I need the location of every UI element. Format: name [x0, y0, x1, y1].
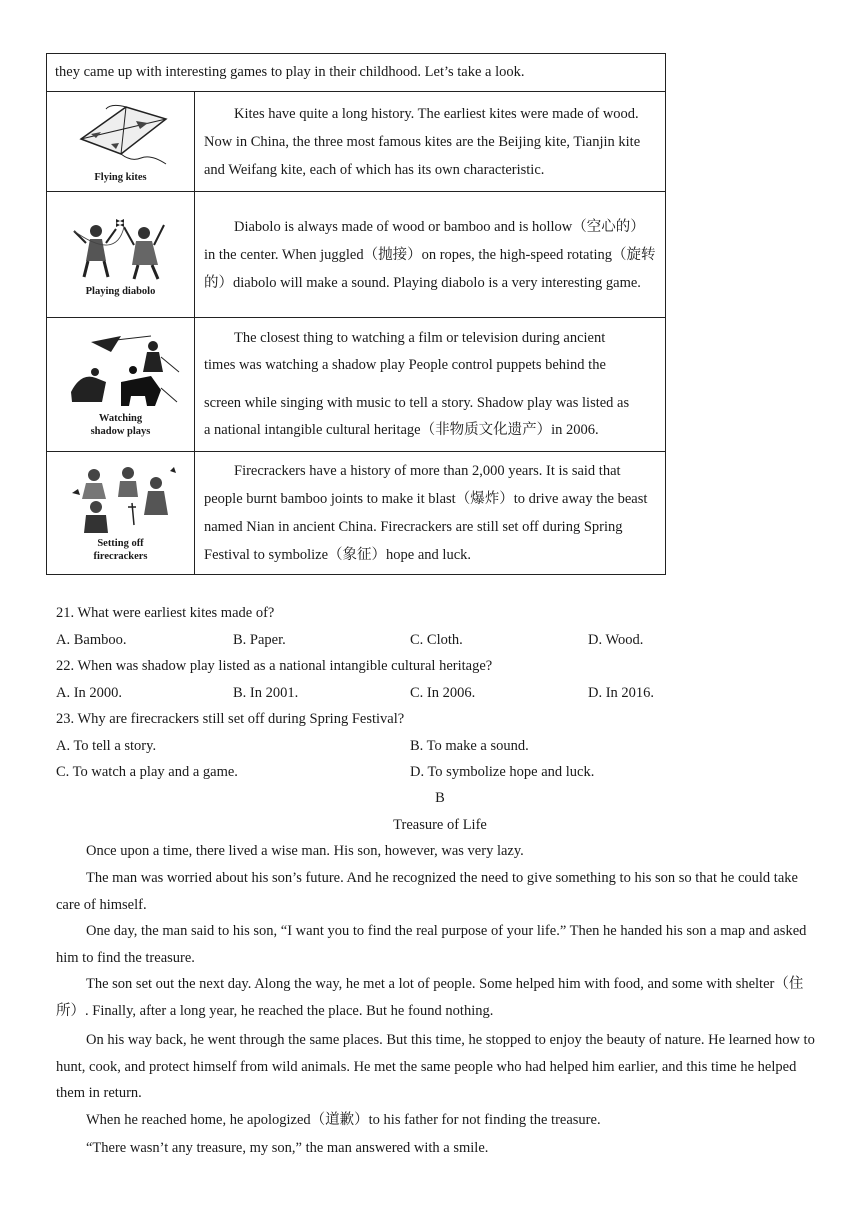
shadow-puppets-icon	[61, 332, 181, 410]
table-intro: they came up with interesting games to play in their childhood. Let’s take a look.	[47, 54, 666, 92]
diabolo-caption: Playing diabolo	[85, 286, 156, 297]
kite-text: Kites have quite a long history. The earliest kites were made of wood. Now in China, the three most famous kites are the Beijing kite, Tianjin kite and Weifang kite, each of which has its own characteristic.	[195, 92, 666, 192]
passage-paragraph: Once upon a time, there lived a wise man. His son, however, was very lazy.	[86, 843, 524, 859]
question-21-option-c[interactable]: C. Cloth.	[410, 632, 463, 648]
shadow-play-caption: Watching shadow plays	[90, 412, 151, 437]
kite-illustration-cell	[47, 92, 195, 192]
passage-paragraph: The son set out the next day. Along the way, he met a lot of people. Some helped him with food, and some with shelter（住所）. Finally, after a long year, he reached the place. But he found nothing.	[56, 976, 804, 1019]
shadow-play-text: The closest thing to watching a film or television during ancient times was watching a shadow play People control puppets behind the screen while singing with music to tell a story. Shadow play was listed as a national intangible cultural heritage（非物质文化遗产）in 2006.	[195, 318, 666, 452]
kite-caption: Flying kites	[94, 172, 147, 183]
passage-title: Treasure of Life	[393, 817, 487, 833]
passage-paragraph: The man was worried about his son’s future. And he recognized the need to give something to his son so that he could take care of himself.	[56, 870, 798, 913]
question-21-option-d[interactable]: D. Wood.	[588, 632, 644, 648]
kite-icon	[66, 99, 176, 169]
diabolo-illustration-cell	[47, 192, 195, 318]
firecracker-people-icon	[66, 463, 176, 535]
question-23-option-c[interactable]: C. To watch a play and a game.	[56, 764, 238, 780]
firecracker-caption: Setting off firecrackers	[93, 538, 148, 562]
table-row	[47, 92, 666, 192]
question-23-option-d[interactable]: D. To symbolize hope and luck.	[410, 764, 595, 780]
section-letter: B	[435, 790, 445, 806]
question-23-stem: 23. Why are firecrackers still set off during Spring Festival?	[56, 711, 405, 727]
passage-paragraph: On his way back, he went through the same places. But this time, he stopped to enjoy the beauty of nature. He learned how to hunt, cook, and protect himself from wild animals. He met the same people who had helped him earlier, and this time he helped them in return.	[56, 1032, 815, 1101]
question-22-option-a[interactable]: A. In 2000.	[56, 685, 123, 701]
question-22-option-c[interactable]: C. In 2006.	[410, 685, 476, 701]
diabolo-players-icon	[66, 211, 176, 283]
table-row	[47, 318, 666, 452]
question-23-option-b[interactable]: B. To make a sound.	[410, 738, 529, 754]
table-row	[47, 192, 666, 318]
question-21-option-b[interactable]: B. Paper.	[233, 632, 286, 648]
firecracker-illustration-cell	[47, 452, 195, 575]
passage-paragraph: “There wasn’t any treasure, my son,” the man answered with a smile.	[86, 1140, 489, 1156]
question-22-option-d[interactable]: D. In 2016.	[588, 685, 655, 701]
table-row	[47, 452, 666, 575]
diabolo-text: Diabolo is always made of wood or bamboo and is hollow（空心的）in the center. When juggled（抛接）on ropes, the high-speed rotating（旋转的）diabolo will make a sound. Playing diabolo is a very interesting game.	[195, 192, 666, 318]
firecracker-text: Firecrackers have a history of more than 2,000 years. It is said that people burnt bamboo joints to make it blast（爆炸）to drive away the beast named Nian in ancient China. Firecrackers are still set off during Spring Festival to symbolize（象征）hope and luck.	[195, 452, 666, 575]
question-21-stem: 21. What were earliest kites made of?	[56, 605, 275, 621]
question-21-option-a[interactable]: A. Bamboo.	[56, 632, 127, 648]
passage-paragraph: When he reached home, he apologized（道歉）to his father for not finding the treasure.	[86, 1112, 601, 1128]
shadow-play-illustration-cell	[47, 318, 195, 452]
question-22-stem: 22. When was shadow play listed as a national intangible cultural heritage?	[56, 658, 493, 674]
question-23-option-a[interactable]: A. To tell a story.	[56, 738, 157, 754]
question-22-option-b[interactable]: B. In 2001.	[233, 685, 299, 701]
passage-paragraph: One day, the man said to his son, “I want you to find the real purpose of your life.” Then he handed his son a map and asked him to find the treasure.	[56, 923, 807, 966]
games-table	[46, 53, 666, 575]
